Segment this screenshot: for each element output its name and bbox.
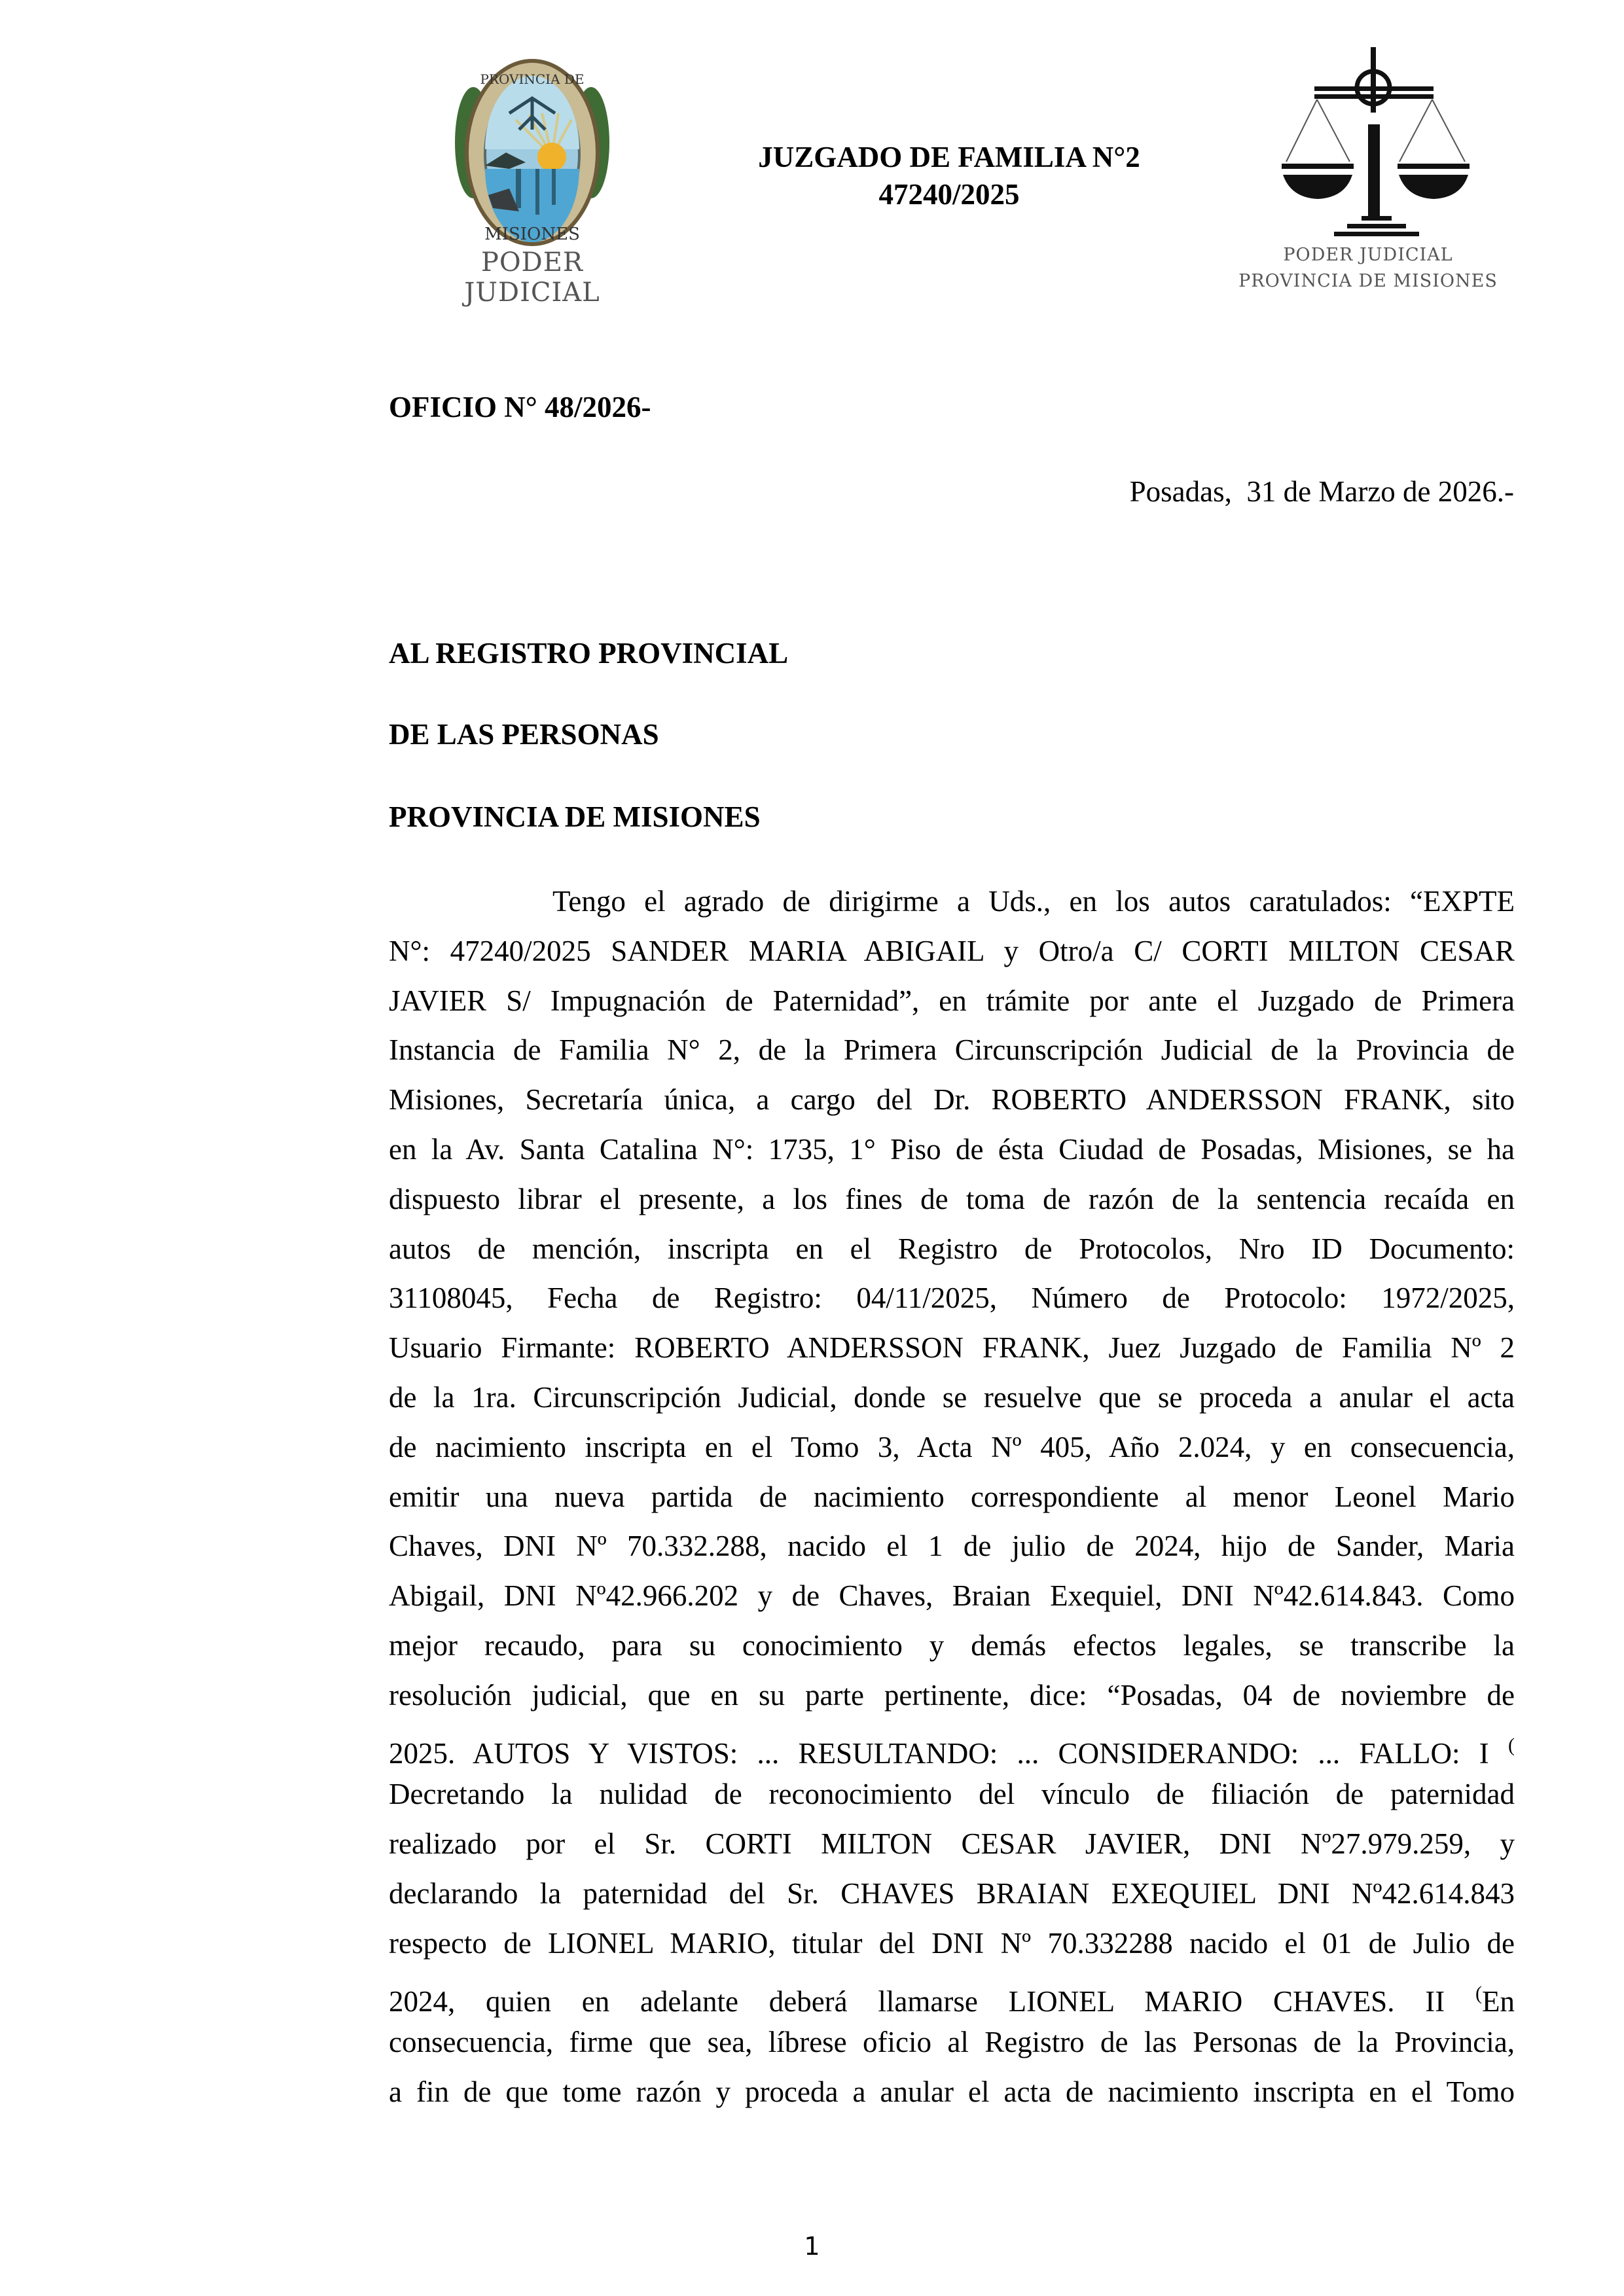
body-line-ii	[389, 1969, 1515, 2018]
body-line: emitir una nueva partida de nacimiento correspondiente al menor Leonel Mario	[389, 1480, 1515, 1513]
ribbon-top-text: PROVINCIA DE	[480, 71, 585, 87]
paren-mark: (	[1508, 1734, 1515, 1756]
body-line: Abigail, DNI Nº42.966.202 y de Chaves, Braian Exequiel, DNI Nº42.614.843. Como	[389, 1579, 1515, 1613]
ribbon-bottom-text: MISIONES	[484, 224, 580, 244]
body-line-text: 2024, quien en adelante deberá llamarse LIONEL MARIO CHAVES. II	[389, 1984, 1445, 2018]
body-line-text: 2025. AUTOS Y VISTOS: ... RESULTANDO: ... CONSIDERANDO: ... FALLO: I	[389, 1736, 1489, 1770]
paren-mark: (	[1475, 1982, 1483, 2004]
body-line: dispuesto librar el presente, a los fines de toma de razón de la sentencia recaída en	[389, 1182, 1515, 1215]
poder-judicial-provincia-logo	[1231, 41, 1506, 293]
body-line: Decretando la nulidad de reconocimiento del vínculo de filiación de paternidad	[389, 1778, 1515, 1811]
addressee-line-3: PROVINCIA DE MISIONES	[389, 800, 761, 833]
body-line: realizado por el Sr. CORTI MILTON CESAR JAVIER, DNI Nº27.979.259, y	[389, 1827, 1515, 1861]
body-line: Chaves, DNI Nº 70.332.288, nacido el 1 de julio de 2024, hijo de Sander, Maria	[389, 1530, 1515, 1563]
document-body	[389, 877, 1515, 2117]
document-date: Posadas, 31 de Marzo de 2026.-	[1129, 475, 1514, 508]
body-line: a fin de que tome razón y proceda a anular el acta de nacimiento inscripta en el Tomo	[389, 2075, 1515, 2109]
left-logo-caption: PODER JUDICIAL	[464, 247, 600, 308]
body-line: resolución judicial, que en su parte pertinente, dice: “Posadas, 04 de noviembre de	[389, 1678, 1515, 1712]
addressee-line-2: DE LAS PERSONAS	[389, 718, 659, 751]
body-line: declarando la paternidad del Sr. CHAVES BRAIAN EXEQUIEL DNI Nº42.614.843	[389, 1876, 1515, 1910]
oficio-number: OFICIO N° 48/2026-	[389, 391, 651, 423]
misiones-coat-of-arms-icon	[411, 58, 653, 247]
poder-judicial-misiones-logo	[411, 58, 653, 308]
court-header	[655, 139, 1244, 213]
scales-of-justice-icon	[1231, 41, 1506, 250]
body-line: JAVIER S/ Impugnación de Paternidad”, en trámite por ante el Juzgado de Primera	[389, 984, 1515, 1017]
body-line: autos de mención, inscripta en el Registro de Protocolos, Nro ID Documento:	[389, 1232, 1515, 1265]
body-line: Instancia de Familia N° 2, de la Primera Circunscripción Judicial de la Provincia de	[389, 1033, 1515, 1067]
body-line-fallo	[389, 1721, 1515, 1770]
body-line-text: En	[1482, 1984, 1515, 2018]
body-line: en la Av. Santa Catalina N°: 1735, 1° Piso de ésta Ciudad de Posadas, Misiones, se ha	[389, 1132, 1515, 1166]
body-line: mejor recaudo, para su conocimiento y demás efectos legales, se transcribe la	[389, 1628, 1515, 1662]
right-logo-caption-line1: PODER JUDICIAL	[1283, 245, 1453, 265]
case-number: 47240/2025	[878, 178, 1020, 211]
body-line: Tengo el agrado de dirigirme a Uds., en los autos caratulados: “EXPTE	[552, 885, 1515, 918]
body-line: respecto de LIONEL MARIO, titular del DNI Nº 70.332288 nacido el 01 de Julio de	[389, 1926, 1515, 1960]
body-line: N°: 47240/2025 SANDER MARIA ABIGAIL y Otro/a C/ CORTI MILTON CESAR	[389, 934, 1515, 967]
body-line: de la 1ra. Circunscripción Judicial, donde se resuelve que se proceda a anular el acta	[389, 1380, 1515, 1414]
body-line: Usuario Firmante: ROBERTO ANDERSSON FRANK, Juez Juzgado de Familia Nº 2	[389, 1331, 1515, 1365]
body-line: consecuencia, firme que sea, líbrese oficio al Registro de las Personas de la Provincia,	[389, 2026, 1515, 2059]
court-name: JUZGADO DE FAMILIA N°2	[758, 141, 1140, 173]
body-line: Misiones, Secretaría única, a cargo del Dr. ROBERTO ANDERSSON FRANK, sito	[389, 1083, 1515, 1117]
body-line: de nacimiento inscripta en el Tomo 3, Acta Nº 405, Año 2.024, y en consecuencia,	[389, 1430, 1515, 1463]
page-number: 1	[804, 2232, 820, 2261]
body-line: 31108045, Fecha de Registro: 04/11/2025, Número de Protocolo: 1972/2025,	[389, 1282, 1515, 1315]
addressee-line-1: AL REGISTRO PROVINCIAL	[389, 637, 789, 670]
right-logo-caption-line2: PROVINCIA DE MISIONES	[1238, 271, 1498, 291]
